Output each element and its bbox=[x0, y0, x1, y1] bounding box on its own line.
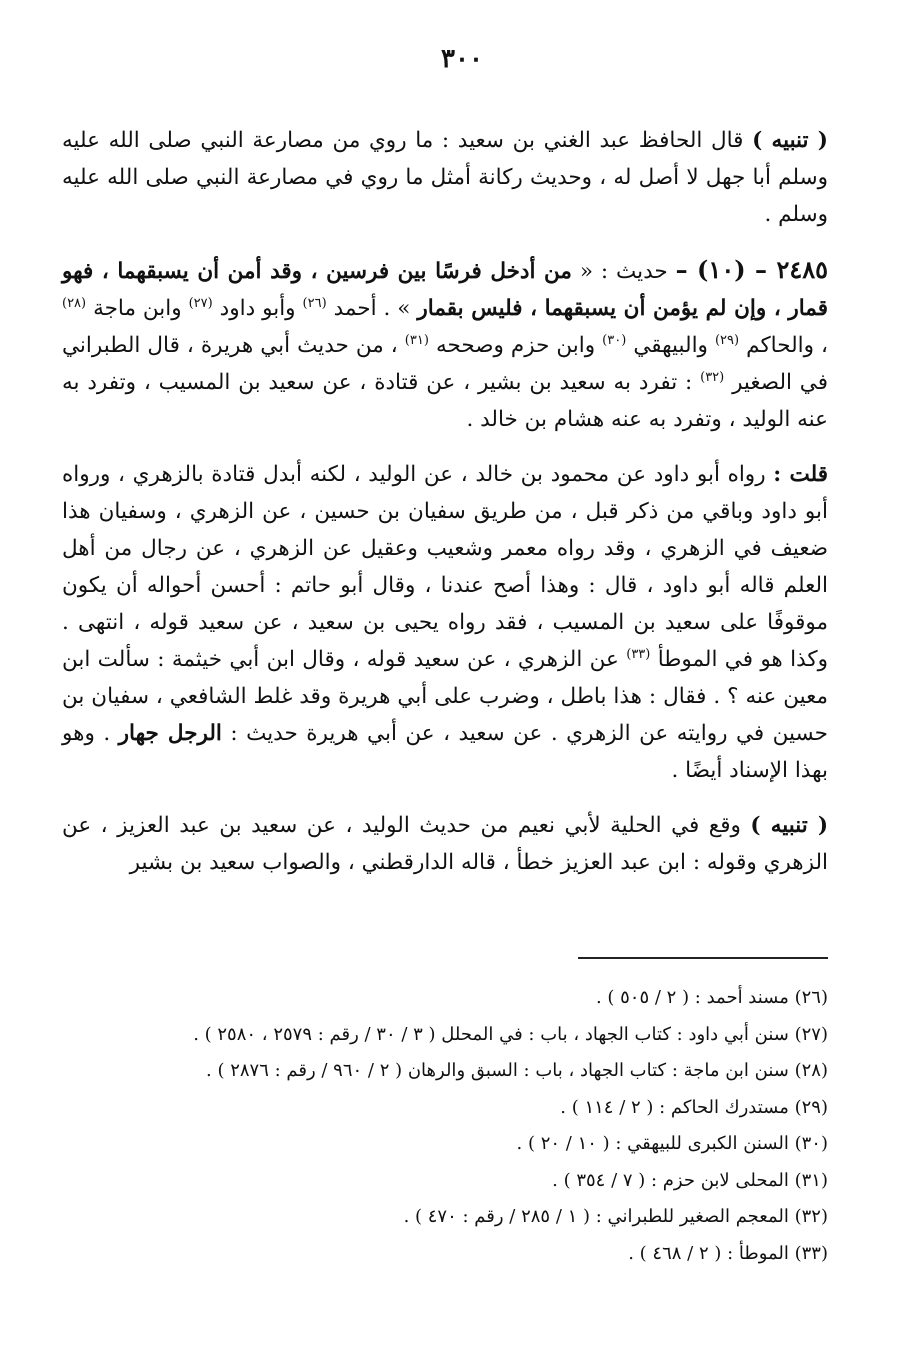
paragraph-hadith-2485 bbox=[62, 251, 828, 438]
footnote-ref: (٢٩) bbox=[714, 332, 740, 348]
text-segment: وابن حزم وصححه bbox=[428, 333, 603, 358]
footnote-item: (٣٢) المعجم الصغير للطبراني : ( ١ / ٢٨٥ / رقم : ٤٧٠ ) . bbox=[403, 1206, 828, 1227]
footnote-ref: (٢٦) bbox=[302, 295, 327, 311]
footnotes-list bbox=[62, 980, 828, 1272]
hadith-text: من أدخل فرسًا بين فرسين ، وقد أمن أن يسبقهما ، فهو قمار ، وإن لم يؤمن أن يسبقهما ، فليس بقمار bbox=[62, 259, 829, 321]
text-segment: ، من حديث أبي هريرة ، قال الطبراني في الصغير bbox=[62, 333, 828, 395]
text-segment: وأبو داود bbox=[212, 296, 303, 321]
footnote-item: (٣٣) الموطأ : ( ٢ / ٤٦٨ ) . bbox=[628, 1242, 828, 1264]
footnote-item: (٣١) المحلى لابن حزم : ( ٧ / ٣٥٤ ) . bbox=[552, 1169, 828, 1191]
text-segment: ، والحاكم bbox=[739, 333, 828, 358]
text-segment: : تفرد به سعيد بن بشير ، عن قتادة ، عن سعيد بن المسيب ، وتفرد به عنه الوليد ، وتفرد به عنه هشام بن خالد . bbox=[62, 370, 828, 432]
footnote-item: (٣٠) السنن الكبرى للبيهقي : ( ١٠ / ٢٠ ) . bbox=[516, 1133, 828, 1154]
notice-label: ( تنبيه ) bbox=[752, 128, 828, 153]
paragraph-notice-1 bbox=[62, 122, 828, 233]
text-segment: وابن ماجة bbox=[86, 296, 189, 321]
commentary-label: قلت : bbox=[773, 462, 828, 487]
footnote-ref: (٣٣) bbox=[626, 646, 651, 662]
text-segment: » . أحمد bbox=[326, 296, 418, 321]
footnote-ref: (٣٢) bbox=[700, 369, 725, 385]
main-text bbox=[62, 122, 828, 899]
footnote-divider bbox=[578, 957, 828, 959]
paragraph-notice-2 bbox=[62, 807, 828, 881]
text-segment: . وهو بهذا الإسناد أيضًا . bbox=[62, 721, 828, 783]
notice-label: ( تنبيه ) bbox=[750, 813, 828, 838]
footnote-item: (٢٨) سنن ابن ماجة : كتاب الجهاد ، باب : السبق والرهان ( ٢ / ٩٦٠ / رقم : ٢٨٧٦ ) . bbox=[206, 1060, 828, 1081]
footnote-item: (٢٧) سنن أبي داود : كتاب الجهاد ، باب : في المحلل ( ٣ / ٣٠ / رقم : ٢٥٧٩ ، ٢٥٨٠ ) . bbox=[193, 1023, 828, 1045]
page-number: ٣٠٠ bbox=[441, 44, 483, 74]
text-segment: عن الزهري ، عن سعيد قوله ، وقال ابن أبي خيثمة : سألت ابن معين عنه ؟ . فقال : هذا باطل ، وضرب على أبي هريرة وقد غلط الشافعي ، سفيان بن حسين في روايته عن الزهري . عن سعيد ، عن أبي هريرة حديث : bbox=[62, 647, 828, 746]
footnote-ref: (٣١) bbox=[404, 332, 429, 348]
paragraph-text: وقع في الحلية لأبي نعيم من حديث الوليد ، عن سعيد بن عبد العزيز ، عن الزهري وقوله : ابن عبد العزيز خطأ ، قاله الدارقطني ، والصواب سعيد بن بشير bbox=[62, 813, 828, 875]
text-segment: والبيهقي bbox=[626, 333, 715, 358]
footnote-item: (٢٦) مسند أحمد : ( ٢ / ٥٠٥ ) . bbox=[595, 987, 828, 1008]
footnote-ref: (٣٠) bbox=[602, 332, 627, 348]
footnote-item: (٢٩) مستدرك الحاكم : ( ٢ / ١١٤ ) . bbox=[560, 1096, 828, 1118]
text-segment: رواه أبو داود عن محمود بن خالد ، عن الوليد ، لكنه أبدل قتادة بالزهري ، ورواه أبو داود وباقي من ذكر قبل ، من طريق سفيان بن حسين ، عن الزهري ، وسفيان هذا ضعيف في الزهري ، وقد رواه معمر وشعيب وعقيل عن الزهري ، عن رجال من أهل العلم قاله أبو داود ، قال : وهذا أصح عندنا ، وقال أبو حاتم : أحسن أحواله أن يكون موقوفًا على سعيد بن المسيب ، فقد رواه يحيى بن سعيد ، عن سعيد قوله ، انتهى . وكذا هو في الموطأ bbox=[62, 462, 828, 672]
footnote-ref: (٢٨) bbox=[62, 295, 87, 311]
footnote-ref: (٢٧) bbox=[188, 295, 213, 311]
hadith-intro: حديث : « bbox=[571, 259, 676, 284]
paragraph-commentary bbox=[62, 456, 828, 789]
hadith-title: الرجل جهار bbox=[118, 721, 222, 746]
hadith-number: ٢٤٨٥ – (١٠) – bbox=[675, 255, 828, 284]
paragraph-text: قال الحافظ عبد الغني بن سعيد : ما روي من مصارعة النبي صلى الله عليه وسلم أبا جهل لا أصل له ، وحديث ركانة أمثل ما روي في مصارعة النبي صلى الله عليه وسلم . bbox=[62, 128, 828, 227]
